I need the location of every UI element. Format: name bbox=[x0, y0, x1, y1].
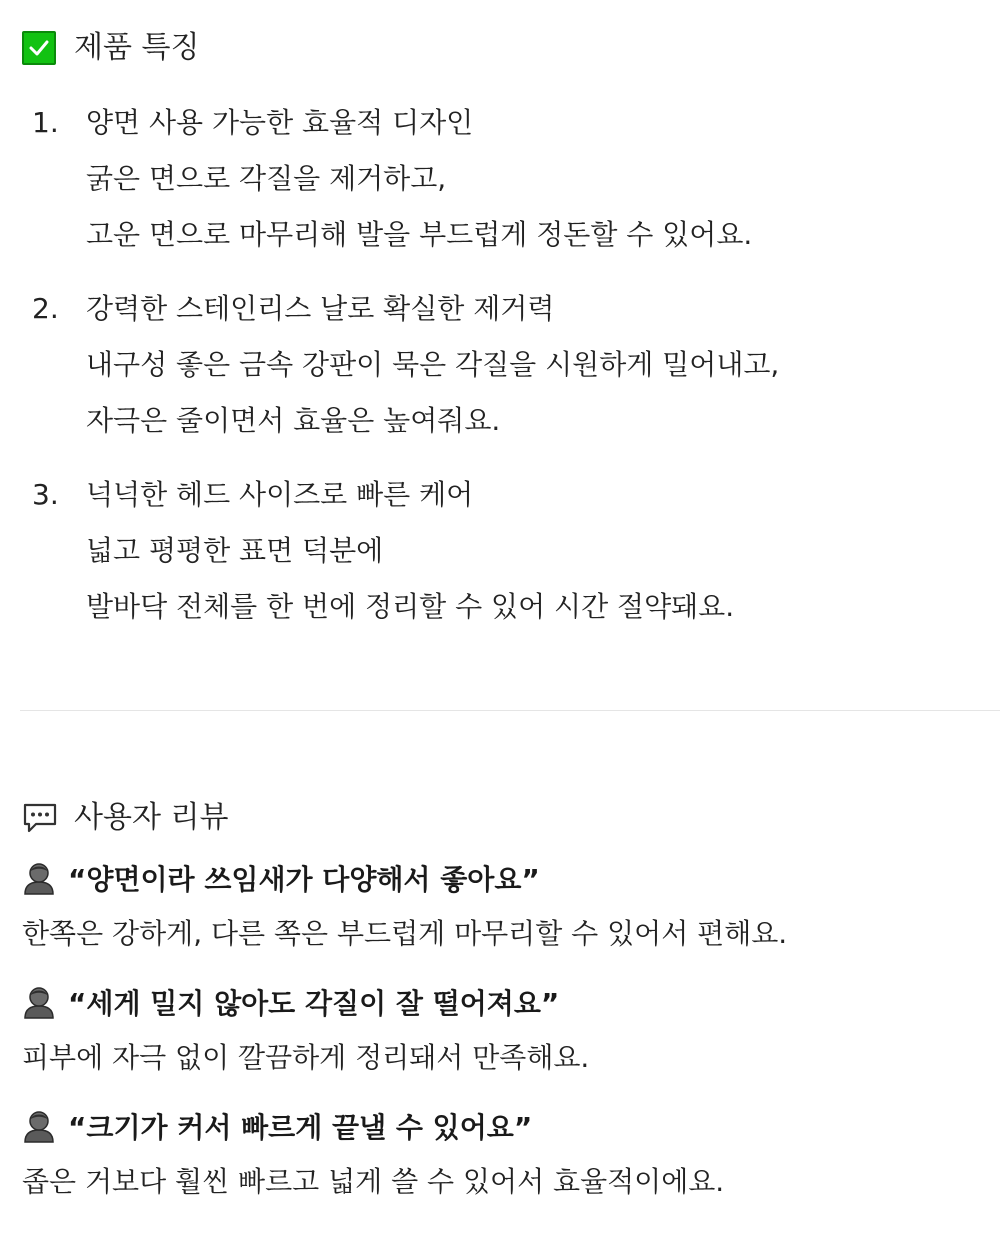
person-icon bbox=[22, 861, 56, 895]
speech-bubble-icon bbox=[22, 802, 58, 834]
review-item bbox=[22, 1098, 1000, 1210]
feature-heading: 넉넉한 헤드 사이즈로 빠른 케어 bbox=[86, 478, 474, 511]
feature-heading: 강력한 스테인리스 날로 확실한 제거력 bbox=[86, 292, 555, 325]
review-item bbox=[22, 974, 1000, 1086]
feature-text: 고운 면으로 마무리해 발을 부드럽게 정돈할 수 있어요. bbox=[86, 218, 753, 251]
review-quote: “크기가 커서 빠르게 끝낼 수 있어요” bbox=[68, 1111, 533, 1144]
review-list bbox=[22, 850, 1000, 1222]
feature-text: 자극은 줄이면서 효율은 높여줘요. bbox=[86, 404, 501, 437]
review-text: 한쪽은 강하게, 다른 쪽은 부드럽게 마무리할 수 있어서 편해요. bbox=[22, 917, 788, 950]
feature-text: 내구성 좋은 금속 강판이 묵은 각질을 시원하게 밀어내고, bbox=[86, 348, 780, 381]
section-divider bbox=[20, 710, 1000, 711]
review-item bbox=[22, 850, 1000, 962]
checkmark-icon bbox=[22, 31, 56, 65]
feature-number: 3. bbox=[32, 478, 59, 511]
person-icon bbox=[22, 985, 56, 1019]
feature-text: 발바닥 전체를 한 번에 정리할 수 있어 시간 절약돼요. bbox=[86, 590, 735, 623]
review-quote: “양면이라 쓰임새가 다양해서 좋아요” bbox=[68, 863, 540, 896]
review-text: 피부에 자극 없이 깔끔하게 정리돼서 만족해요. bbox=[22, 1041, 590, 1074]
features-heading bbox=[22, 30, 199, 66]
person-icon bbox=[22, 1109, 56, 1143]
review-text: 좁은 거보다 훨씬 빠르고 넓게 쓸 수 있어서 효율적이에요. bbox=[22, 1165, 725, 1198]
feature-number: 1. bbox=[32, 106, 59, 139]
feature-number: 2. bbox=[32, 292, 59, 325]
feature-item-2 bbox=[0, 281, 1000, 449]
review-quote: “세게 밀지 않아도 각질이 잘 떨어져요” bbox=[68, 987, 560, 1020]
feature-item-3 bbox=[0, 467, 1000, 635]
reviews-title: 사용자 리뷰 bbox=[74, 800, 229, 835]
feature-text: 굵은 면으로 각질을 제거하고, bbox=[86, 162, 447, 195]
reviews-heading bbox=[22, 800, 228, 836]
feature-text: 넓고 평평한 표면 덕분에 bbox=[86, 534, 384, 567]
feature-item-1 bbox=[0, 95, 1000, 263]
feature-heading: 양면 사용 가능한 효율적 디자인 bbox=[86, 106, 474, 139]
features-title: 제품 특징 bbox=[74, 30, 200, 65]
feature-list bbox=[0, 95, 1000, 653]
